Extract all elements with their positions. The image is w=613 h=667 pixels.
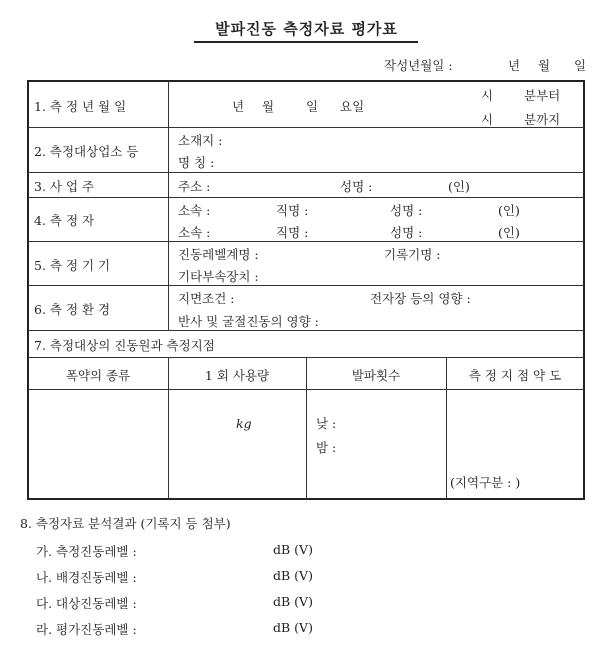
header-usage-per-blast: 1 회 사용량 <box>204 368 270 383</box>
blast-count-night[interactable]: 밤 : <box>316 440 337 455</box>
region-classification[interactable]: (지역구분 : ) <box>450 475 521 490</box>
header-blast-count: 발파횟수 <box>351 368 401 383</box>
label-measurer: 4. 측 정 자 <box>34 213 95 228</box>
row-divider <box>28 197 584 198</box>
measurer1-seal: (인) <box>498 203 520 218</box>
date-year[interactable]: 년 <box>508 58 521 73</box>
analysis-title: 8. 측정자료 분석결과 (기록지 등 첨부) <box>20 516 231 531</box>
label-measure-device: 5. 측 정 기 기 <box>34 258 111 273</box>
measurer2-seal: (인) <box>498 225 520 240</box>
label-measure-date: 1. 측 정 년 월 일 <box>34 99 127 114</box>
date-day[interactable]: 일 <box>574 58 587 73</box>
row-divider <box>28 172 584 173</box>
label-measure-environment: 6. 측 정 환 경 <box>34 302 111 317</box>
end-hour[interactable]: 시 <box>481 112 494 127</box>
ground-condition-field[interactable]: 지면조건 : <box>178 291 235 306</box>
end-minute[interactable]: 분까지 <box>524 112 561 127</box>
owner-name-field[interactable]: 성명 : <box>340 179 373 194</box>
date-month[interactable]: 월 <box>538 58 551 73</box>
blast-count-day[interactable]: 낮 : <box>316 416 337 431</box>
background-level-unit[interactable]: dB (V) <box>273 568 313 583</box>
label-column-divider <box>168 81 169 330</box>
row-divider <box>28 285 584 286</box>
owner-address-field[interactable]: 주소 : <box>178 179 211 194</box>
row-divider <box>28 127 584 128</box>
background-level-label: 나. 배경진동레벨 : <box>36 570 137 585</box>
row-divider <box>28 330 584 331</box>
title-underline <box>194 41 418 43</box>
start-hour[interactable]: 시 <box>481 88 494 103</box>
row-divider <box>28 241 584 242</box>
label-vibration-source: 7. 측정대상의 진동원과 측정지점 <box>34 338 215 353</box>
label-target-business: 2. 측정대상업소 등 <box>34 144 139 159</box>
measurer2-name[interactable]: 성명 : <box>390 225 423 240</box>
measured-level-label: 가. 측정진동레벨 : <box>36 544 137 559</box>
vibration-meter-field[interactable]: 진동레벨계명 : <box>178 247 259 262</box>
target-level-unit[interactable]: dB (V) <box>273 594 313 609</box>
evaluation-level-label: 라. 평가진동레벨 : <box>36 622 137 637</box>
electromagnetic-field[interactable]: 전자장 등의 영향 : <box>370 291 471 306</box>
measure-dow[interactable]: 요일 <box>340 99 365 114</box>
measurer2-affiliation[interactable]: 소속 : <box>178 225 211 240</box>
business-name-field[interactable]: 명 칭 : <box>178 155 215 170</box>
start-minute[interactable]: 분부터 <box>524 88 561 103</box>
measure-month[interactable]: 월 <box>262 99 275 114</box>
reflection-field[interactable]: 반사 및 굴절진동의 영향 : <box>178 314 319 329</box>
evaluation-level-unit[interactable]: dB (V) <box>273 620 313 635</box>
measurer1-position[interactable]: 직명 : <box>276 203 309 218</box>
other-device-field[interactable]: 기타부속장치 : <box>178 269 259 284</box>
date-label: 작성년월일 : <box>384 58 453 73</box>
owner-seal: (인) <box>448 179 470 194</box>
measurer1-name[interactable]: 성명 : <box>390 203 423 218</box>
measured-level-unit[interactable]: dB (V) <box>273 542 313 557</box>
measurer1-affiliation[interactable]: 소속 : <box>178 203 211 218</box>
measure-year[interactable]: 년 <box>232 99 245 114</box>
header-site-sketch: 측 정 지 점 약 도 <box>468 368 562 383</box>
recorder-field[interactable]: 기록기명 : <box>384 247 441 262</box>
business-location-field[interactable]: 소재지 : <box>178 133 223 148</box>
page-title: 발파진동 측정자료 평가표 <box>215 20 398 38</box>
target-level-label: 다. 대상진동레벨 : <box>36 596 137 611</box>
usage-unit: kg <box>236 416 252 431</box>
measurer2-position[interactable]: 직명 : <box>276 225 309 240</box>
measure-day[interactable]: 일 <box>306 99 319 114</box>
header-explosive-type: 폭약의 종류 <box>65 368 131 383</box>
label-business-owner: 3. 사 업 주 <box>34 179 95 194</box>
